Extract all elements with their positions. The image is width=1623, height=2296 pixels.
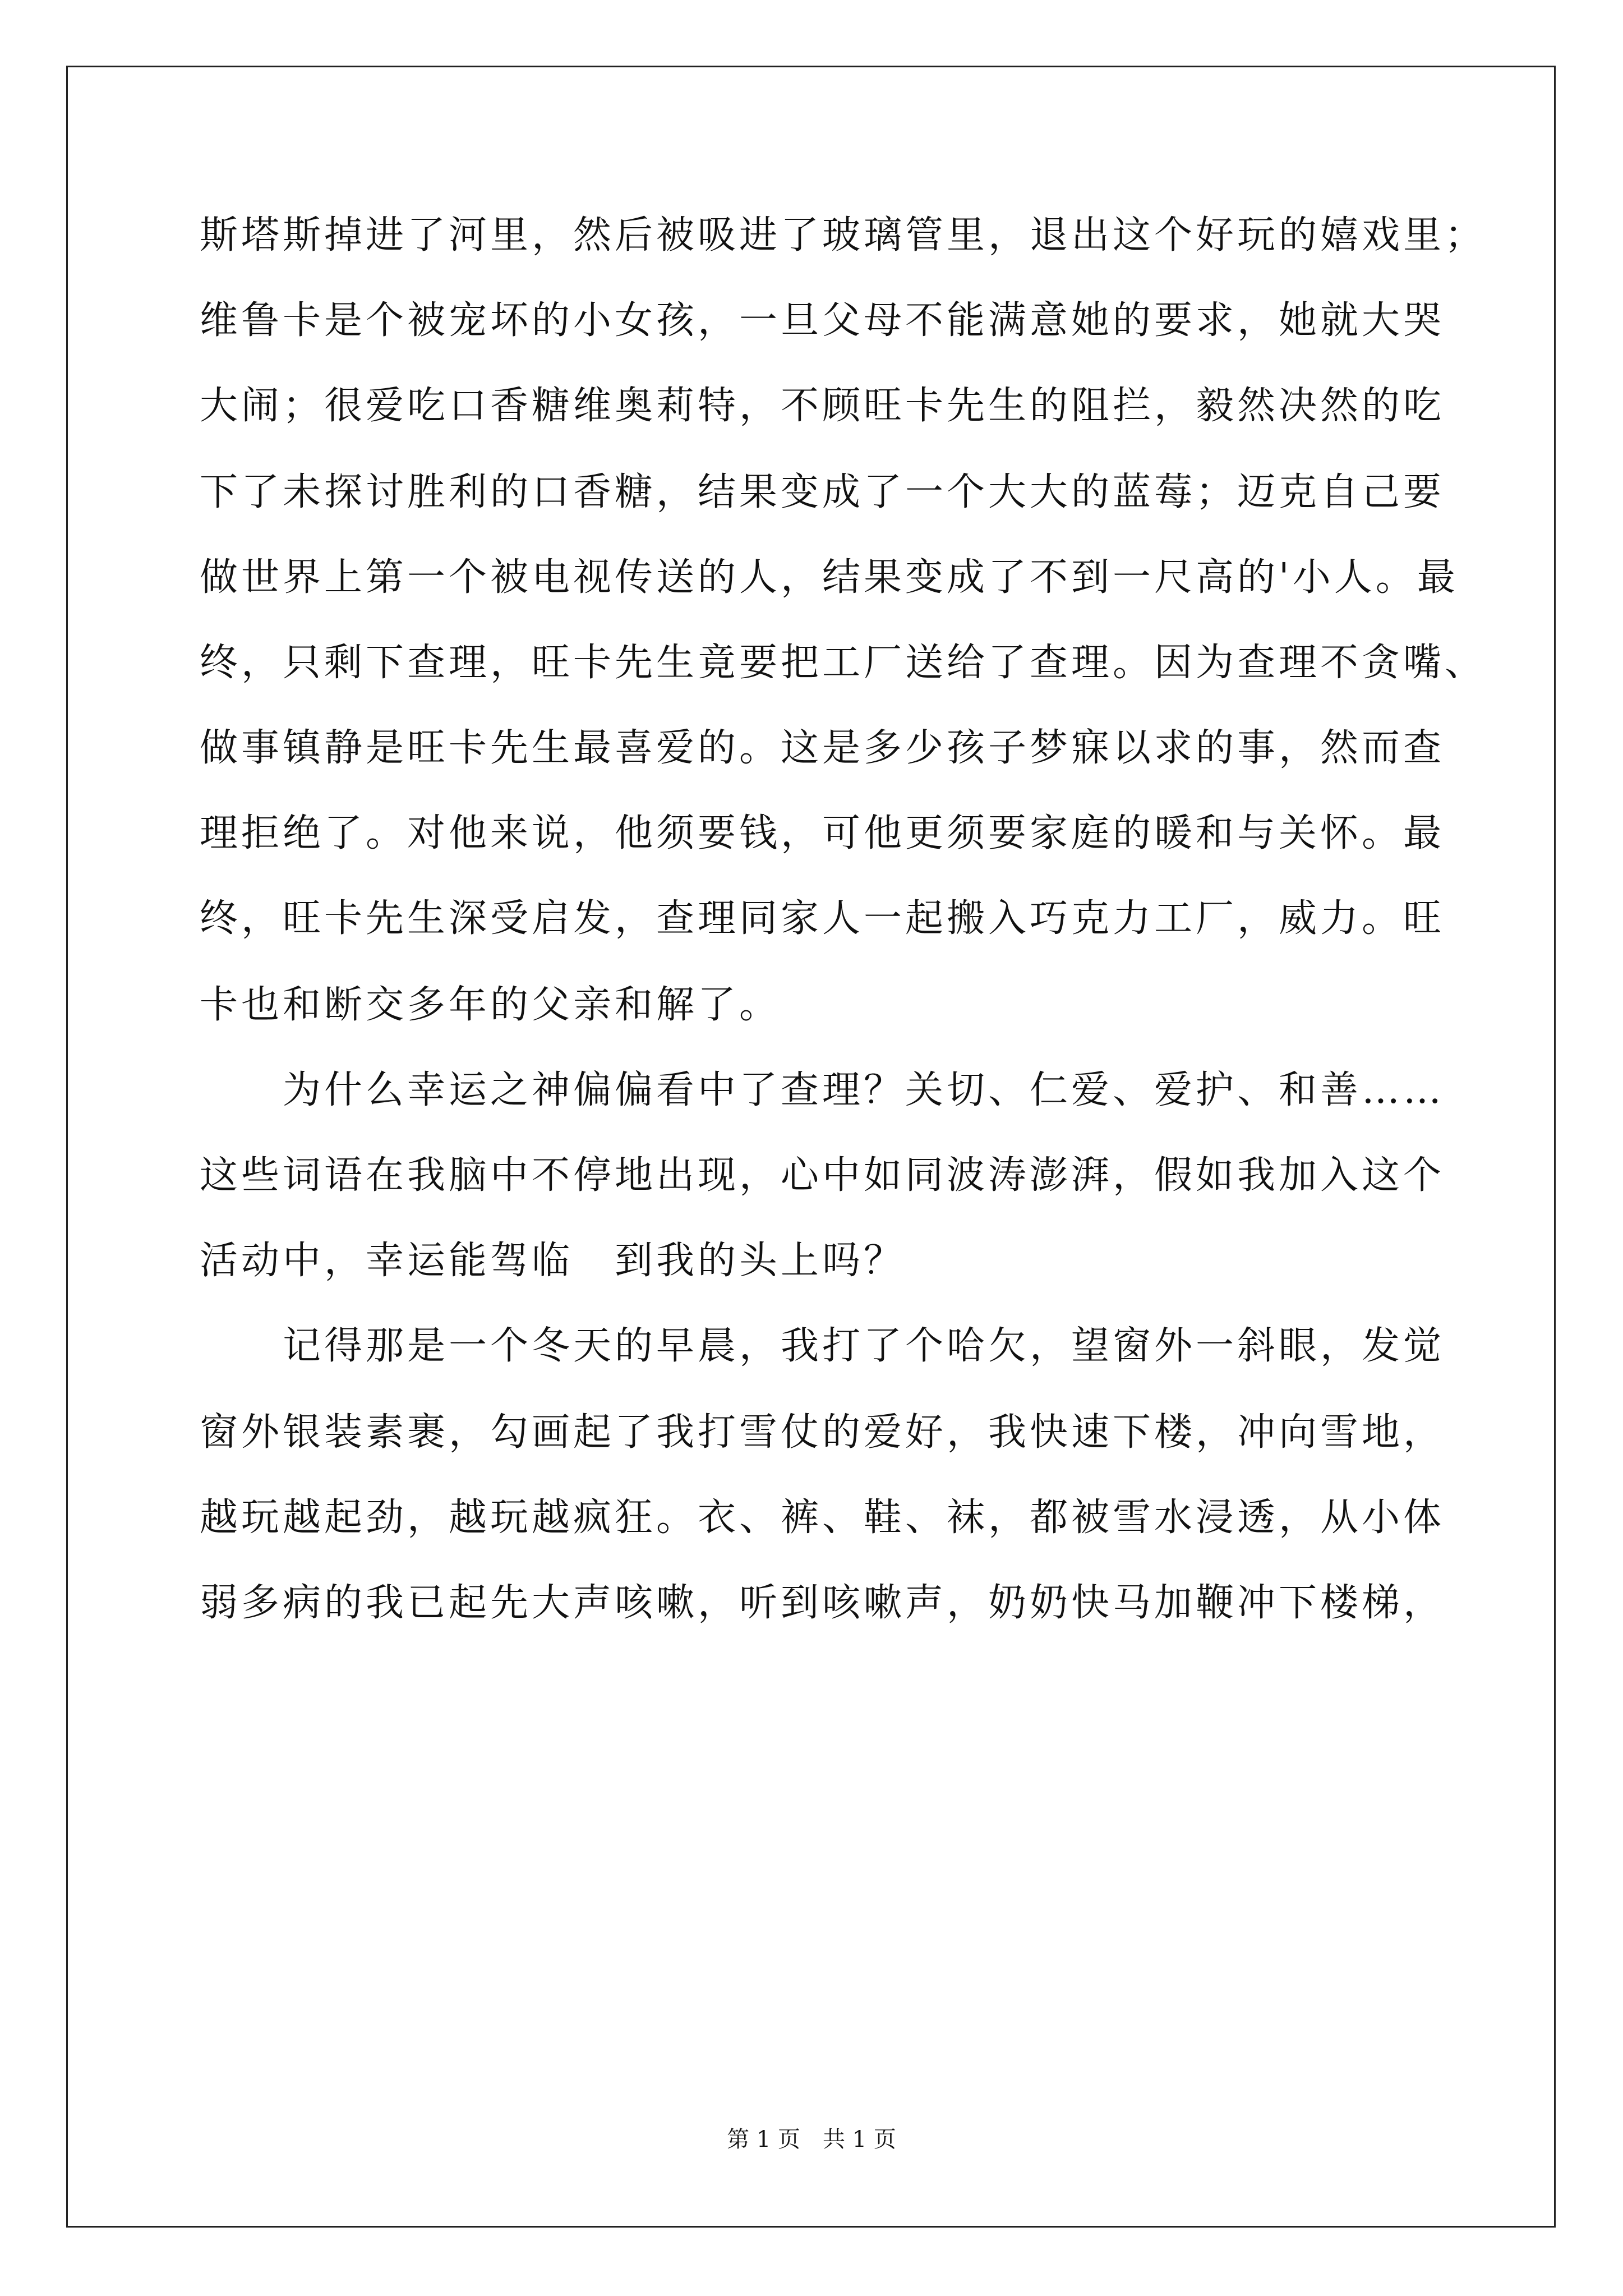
text-line: 弱多病的我已起先大声咳嗽，听到咳嗽声，奶奶快马加鞭冲下楼梯， [200,1581,1445,1625]
text-line: 这些词语在我脑中不停地出现，心中如同波涛澎湃，假如我加入这个 [200,1153,1445,1198]
text-line: 卡也和断交多年的父亲和解了。 [200,983,781,1027]
text-line: 大闹；很爱吃口香糖维奥莉特，不顾旺卡先生的阻拦，毅然决然的吃 [200,384,1445,428]
text-line: 做事镇静是旺卡先生最喜爱的。这是多少孩子梦寐以求的事，然而查 [200,726,1445,770]
text-line: 越玩越起劲，越玩越疯狂。衣、裤、鞋、袜，都被雪水浸透，从小体 [200,1496,1445,1540]
text-line: 终，旺卡先生深受启发，查理同家人一起搬入巧克力工厂，威力。旺 [200,896,1445,941]
text-line: 终，只剩下查理，旺卡先生竟要把工厂送给了查理。因为查理不贪嘴、 [200,641,1487,685]
text-line: 活动中，幸运能驾临 到我的头上吗？ [200,1239,906,1283]
text-line: 为什么幸运之神偏偏看中了查理？关切、仁爱、爱护、和善…… [200,1068,1445,1112]
text-line: 下了未探讨胜利的口香糖，结果变成了一个大大的蓝莓；迈克自己要 [200,470,1445,514]
text-line: 记得那是一个冬天的早晨，我打了个哈欠，望窗外一斜眼，发觉 [200,1324,1445,1368]
text-line: 斯塔斯掉进了河里，然后被吸进了玻璃管里，退出这个好玩的嬉戏里； [200,213,1487,257]
page-number-footer: 第 1 页 共 1 页 [727,2127,896,2152]
text-line: 理拒绝了。对他来说，他须要钱，可他更须要家庭的暖和与关怀。最 [200,811,1445,855]
text-line: 窗外银装素裹，勾画起了我打雪仗的爱好，我快速下楼，冲向雪地， [200,1410,1445,1455]
text-line: 维鲁卡是个被宠坏的小女孩，一旦父母不能满意她的要求，她就大哭 [200,298,1445,343]
text-line: 做世界上第一个被电视传送的人，结果变成了不到一尺高的'小人。最 [200,555,1459,600]
